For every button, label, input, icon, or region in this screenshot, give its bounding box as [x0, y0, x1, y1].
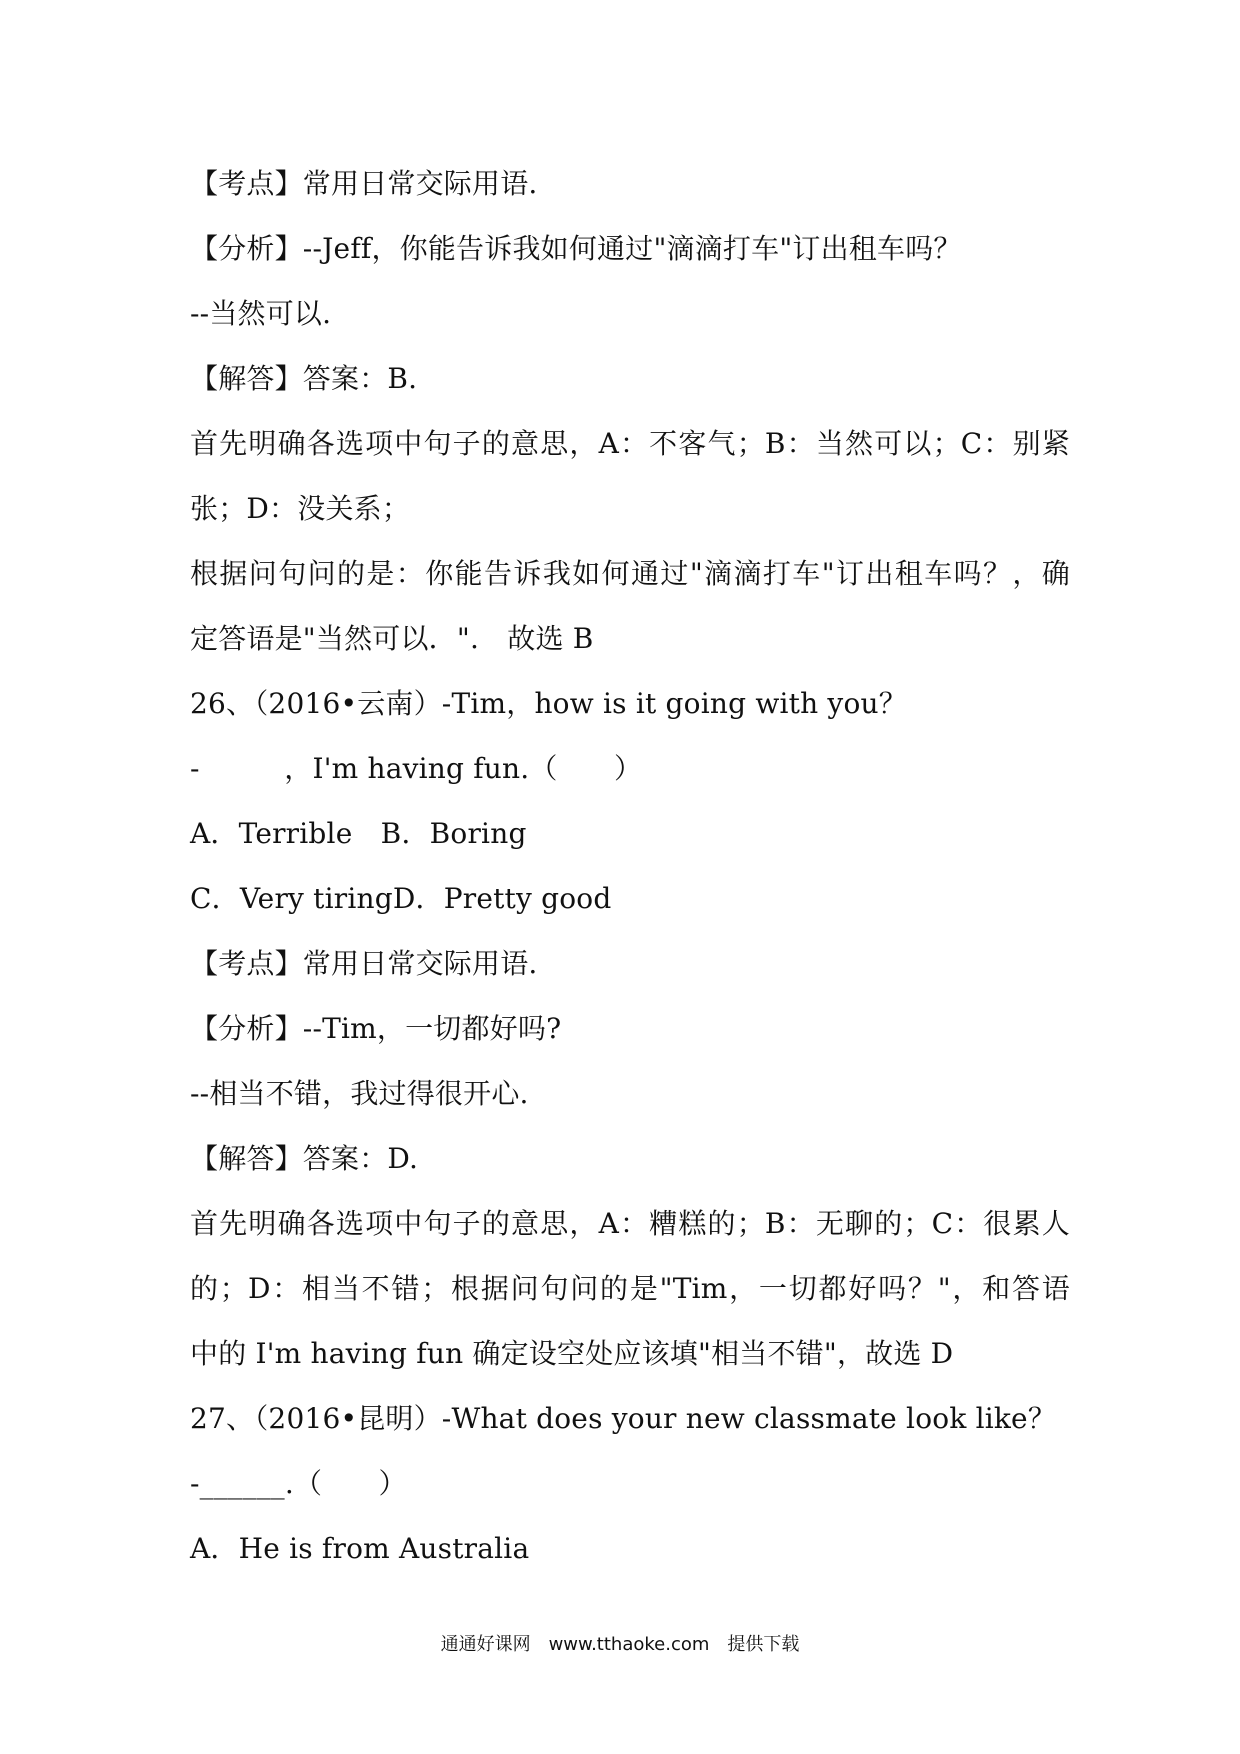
text-line: 【解答】答案：B.: [190, 362, 418, 395]
text-line: 【分析】--Jeff，你能告诉我如何通过"滴滴打车"订出租车吗？: [190, 232, 962, 265]
option-line: A．Terrible B．Boring: [190, 817, 527, 850]
text-line: 【考点】常用日常交际用语.: [190, 947, 538, 980]
text-line: 【解答】答案：D.: [190, 1142, 419, 1175]
text-line: 定答语是"当然可以．". 故选 B: [190, 622, 594, 655]
option-line: A．He is from Australia: [190, 1532, 530, 1565]
text-line: 【考点】常用日常交际用语.: [190, 167, 538, 200]
text-line: 首先明确各选项中句子的意思，A：糟糕的；B：无聊的；C：很累人: [190, 1207, 1070, 1240]
text-line: 【分析】--Tim，一切都好吗?: [190, 1012, 562, 1045]
text-line: -______.（ ）: [190, 1467, 407, 1500]
text-line: 中的 I'm having fun 确定设空处应该填"相当不错"，故选 D: [190, 1337, 954, 1370]
text-line: 首先明确各选项中句子的意思，A：不客气；B：当然可以；C：别紧: [190, 427, 1070, 460]
option-line: C．Very tiringD．Pretty good: [190, 882, 612, 915]
page-footer: 通通好课网 www.tthaoke.com 提供下载: [440, 1634, 800, 1655]
text-line: 的；D：相当不错；根据问句问的是"Tim，一切都好吗？"，和答语: [190, 1272, 1070, 1305]
text-line: --相当不错，我过得很开心.: [190, 1077, 529, 1110]
question-heading: 27、（2016•昆明）-What does your new classmate look like？: [190, 1402, 1057, 1435]
text-line: --当然可以.: [190, 297, 332, 330]
text-line: 根据问句问的是：你能告诉我如何通过"滴滴打车"订出租车吗？，确: [190, 557, 1070, 590]
document-body: [190, 158, 1070, 1588]
question-heading: 26、（2016•云南）-Tim，how is it going with you？: [190, 687, 907, 720]
text-line: - ，I'm having fun.（ ）: [190, 752, 643, 785]
text-line: 张；D：没关系；: [190, 492, 411, 525]
